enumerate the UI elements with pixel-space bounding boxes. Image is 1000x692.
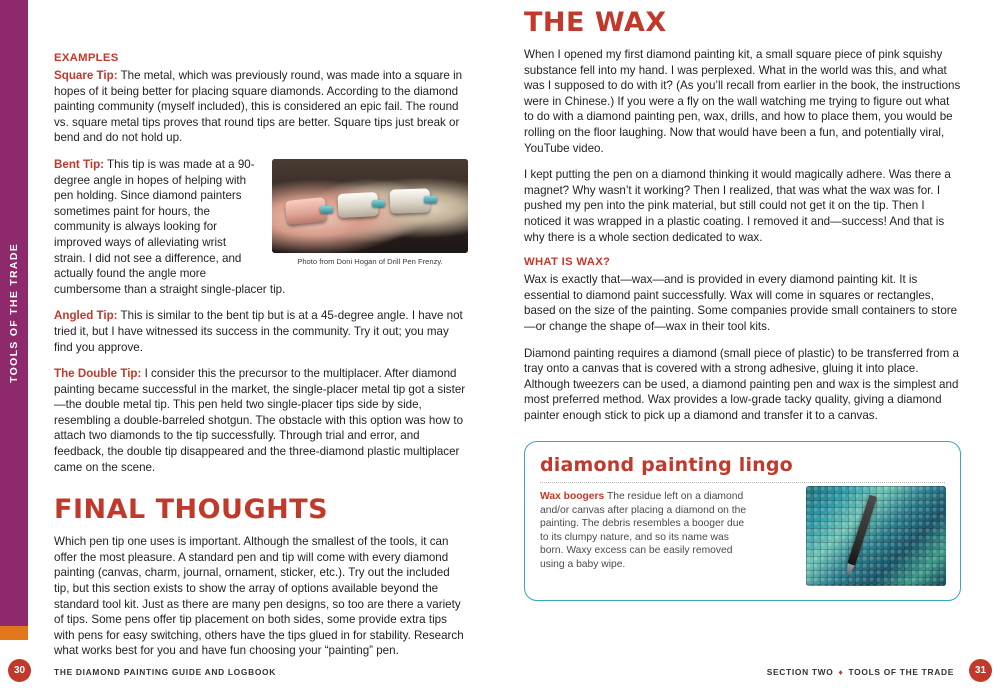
wax-paragraph-1: When I opened my first diamond painting kit, a small square piece of pink squishy substance fell into my hand. I was perplexed. What in the world was this, and what was I supposed to do with it? (As you’ll recall from earlier in the book, the instructions were in Chinese.) If you were a fly on the wall watching me trying to figure out what to do with a diamond painting pen, wax, drills, and how to place them, you would be rolling on the floor laughing. Now that would have been a fun, and potentially viral, YouTube video.: [524, 48, 961, 155]
entry-double-tip: [54, 366, 468, 475]
footer-section-title: [767, 667, 954, 677]
examples-heading: EXAMPLES: [54, 52, 119, 64]
what-is-wax-paragraph-1: Wax is exactly that—wax—and is provided in every diamond painting kit. It is essential to diamond paint successfully. Wax will come in squares or rectangles, based on the size of the painting. Some companies provide small containers to store—or change the shape of—wax in their tool kits.: [524, 273, 958, 333]
right-page-column: [524, 8, 961, 601]
entry-angled-tip: [54, 308, 468, 355]
entry-term-square-tip: Square Tip:: [54, 69, 118, 82]
diamond-mosaic-grid: [806, 486, 946, 586]
entry-text-double-tip: I consider this the precursor to the multiplacer. After diamond painting became successful in the market, the single-placer metal tip got a sister—the double metal tip. This pen held two single-placer tips side by side, resembling a double-barreled shotgun. The obstacle with this option was how to attach two diamonds to the tip successfully. Through trial and error, and feedback, the double tip disappeared and the three-diamond plastic multiplacer came on the scene.: [54, 367, 466, 474]
page-number-right: 31: [969, 659, 992, 682]
entry-text-angled-tip: This is similar to the bent tip but is at a 45-degree angle. I have not tried it, but I have witnessed its success in the community. Try it out; you may find you approve.: [54, 309, 463, 354]
lingo-box-definition: [540, 490, 752, 570]
final-thoughts-paragraph: Which pen tip one uses is important. Although the smallest of the tools, it can offer the most pleasure. A standard pen and tip will come with every diamond painting (canvas, charm, journal, ornament, sticker, etc.). Try out the included tip, but this section exists to show the array of options available beyond the standard tool kit. Just as there are many pen designs, so too are there a variety of tips. Some pens offer tip placement on both sides, some provide extra tips with pens for easy switching, others have the tips glued in for stability. Research what works best for you and have fun choosing your “painting” pen.: [54, 535, 464, 658]
entry-text-bent-tip: This tip is was made at a 90-degree angle in hopes of helping with pen holding. Since diamond painters sometimes paint for hours, the community is always looking for improved ways of alleviating wrist strain. I did not see a difference, and actually found the angle more cumbersome than a straight single-placer tip.: [54, 157, 286, 296]
lingo-term: Wax boogers: [540, 491, 605, 503]
photo-pen-tip-2: [372, 200, 385, 207]
entry-square-tip: [54, 68, 468, 146]
footer-book-title: THE DIAMOND PAINTING GUIDE AND LOGBOOK: [54, 667, 277, 677]
photo-caption: Photo from Doni Hogan of Drill Pen Frenzy.: [297, 256, 443, 266]
pen-tips-photo-figure: [272, 159, 468, 267]
page-footer: [0, 640, 1000, 692]
entry-term-bent-tip: Bent Tip:: [54, 157, 105, 171]
entry-text-square-tip: The metal, which was previously round, was made into a square in hopes of it being better for placing square diamonds. According to the diamond painting community (myself included), this is considered an epic fail. The round vs. square metal tips proves that round tips are better. Square tips just break or bend and do not hold up.: [54, 69, 463, 145]
diamond-separator-icon: ♦: [838, 667, 844, 677]
final-thoughts-heading: FINAL THOUGHTS: [54, 494, 329, 526]
left-page-column: [54, 52, 468, 670]
lingo-box-divider: [540, 482, 945, 483]
what-is-wax-paragraph-2: Diamond painting requires a diamond (small piece of plastic) to be transferred from a tray onto a canvas that is covered with a strong adhesive, gluing it into place. Although tweezers can be used, a diamond painting pen and wax is the simplest and most preferred method. Wax provides a low-grade tacky quality, giving a diamond painter enough stick to pick up a diamond and transfer it to a canvas.: [524, 346, 959, 422]
what-is-wax-subheading: WHAT IS WAX?: [524, 256, 611, 269]
section-tab-label: [0, 0, 28, 626]
photo-pen-tip-1: [320, 206, 333, 213]
entry-term-angled-tip: Angled Tip:: [54, 309, 118, 323]
lingo-definition-text: The residue left on a diamond and/or canvas after placing a diamond on the painting. The debris resembles a booger due to its clumpy nature, and so its name was born. Waxy excess can be easily removed using a baby wipe.: [540, 491, 747, 570]
lingo-box-image: [806, 486, 946, 586]
lingo-box-title: diamond painting lingo: [540, 454, 793, 477]
wax-paragraph-2: I kept putting the pen on a diamond thinking it would magically adhere. Was there a magnet? Why wasn’t it working? Then I realized, that was what the wax was for. I pushed my pen into the pink material, but still could not get it on the tip. Then I noticed it was wrapped in a plastic coating. I removed it and—success! And that is why there is a whole section dedicated to wax.: [524, 168, 951, 244]
footer-section-two: SECTION TWO: [766, 667, 834, 677]
diamond-painting-lingo-box: [524, 441, 961, 601]
the-wax-heading: THE WAX: [524, 7, 667, 38]
page-number-left: 30: [8, 659, 31, 682]
photo-pen-tip-3: [424, 196, 437, 203]
footer-tools-of-the-trade: TOOLS OF THE TRADE: [848, 667, 954, 677]
pen-tips-photo: [272, 159, 468, 253]
entry-term-double-tip: The Double Tip:: [54, 367, 142, 381]
section-tab-accent: [0, 626, 28, 640]
section-tab-text: TOOLS OF THE TRADE: [8, 243, 20, 383]
